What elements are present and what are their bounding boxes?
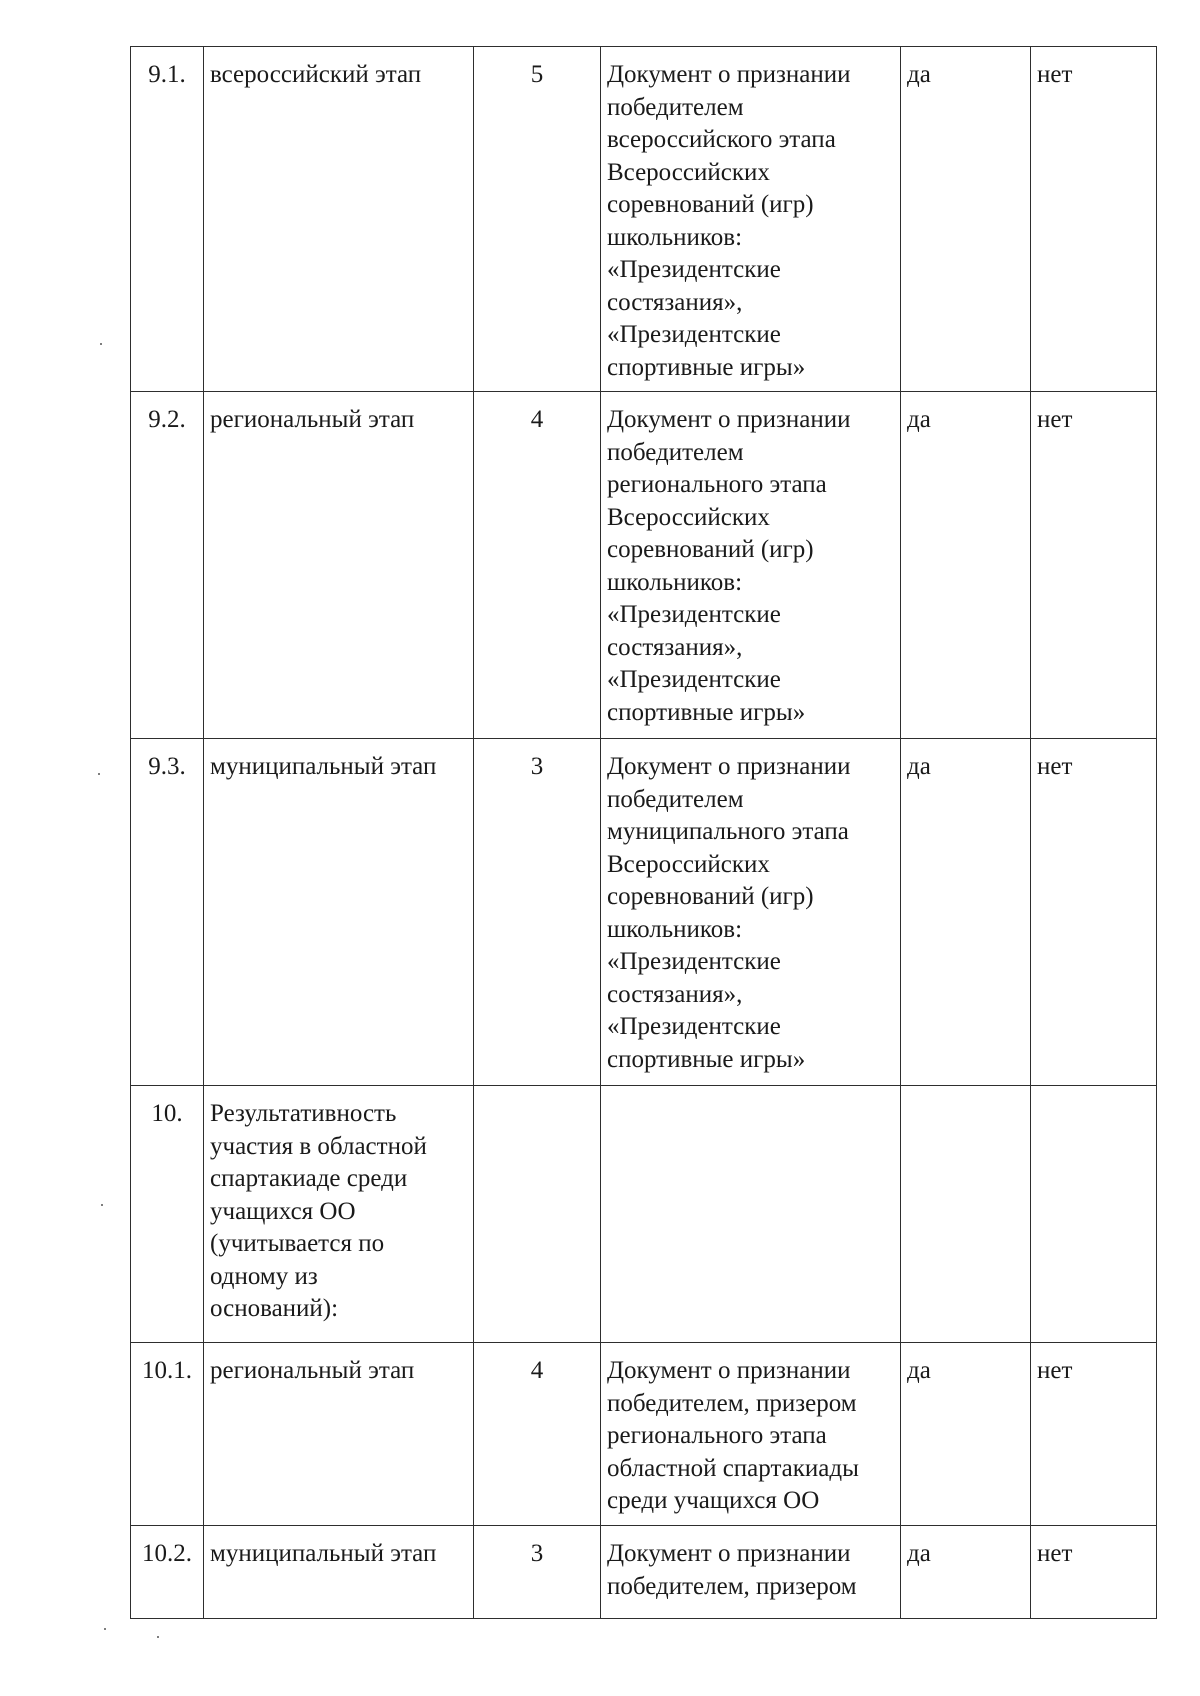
scan-speck — [101, 1204, 103, 1206]
yes-option: да — [901, 1343, 1031, 1526]
criterion-name: региональный этап — [204, 392, 474, 739]
document-line: Документ о признании — [607, 753, 851, 780]
document-line: победителем — [607, 438, 744, 466]
document-line: «Президентские — [607, 256, 781, 283]
points-value: 4 — [474, 392, 601, 739]
criterion-name: региональный этап — [204, 1343, 474, 1526]
document-line: победителем — [607, 785, 744, 813]
criterion-line: спартакиаде среди — [210, 1165, 408, 1192]
criterion-name — [204, 1086, 474, 1343]
document-line: Документ о признании — [607, 1540, 851, 1567]
points-value: 3 — [474, 1526, 601, 1619]
criterion-line: участия в областной — [210, 1132, 427, 1160]
criterion-name: всероссийский этап — [204, 47, 474, 392]
no-option: нет — [1031, 392, 1157, 739]
document-line: победителем, призером — [607, 1572, 857, 1600]
document-line: соревнований (игр) — [607, 883, 814, 910]
document-line: школьников: — [607, 915, 743, 943]
no-option: нет — [1031, 1343, 1157, 1526]
criterion-name: муниципальный этап — [204, 739, 474, 1086]
confirming-document — [601, 739, 901, 1086]
no-option — [1031, 1086, 1157, 1343]
table-row — [131, 47, 1157, 392]
document-line: состязания», — [607, 288, 743, 316]
scan-speck — [104, 1628, 106, 1630]
points-value: 3 — [474, 739, 601, 1086]
confirming-document — [601, 47, 901, 392]
scan-speck — [100, 343, 102, 345]
table-row — [131, 1343, 1157, 1526]
no-option: нет — [1031, 1526, 1157, 1619]
confirming-document — [601, 392, 901, 739]
row-number: 9.2. — [131, 392, 204, 739]
yes-option: да — [901, 47, 1031, 392]
document-line: спортивные игры» — [607, 353, 806, 381]
criterion-line: (учитывается по — [210, 1230, 385, 1257]
document-line: Всероссийских — [607, 503, 770, 531]
document-line: областной спартакиады — [607, 1454, 859, 1482]
confirming-document — [601, 1526, 901, 1619]
criterion-name: муниципальный этап — [204, 1526, 474, 1619]
criterion-line: Результативность — [210, 1100, 397, 1127]
document-line: спортивные игры» — [607, 1045, 806, 1073]
confirming-document — [601, 1343, 901, 1526]
document-line: Всероссийских — [607, 850, 770, 878]
yes-option — [901, 1086, 1031, 1343]
document-line: Документ о признании — [607, 61, 851, 88]
document-line: «Президентские — [607, 948, 781, 975]
document-line: состязания», — [607, 633, 743, 661]
document-line: регионального этапа — [607, 1422, 827, 1449]
document-line: всероссийского этапа — [607, 126, 836, 153]
table-row — [131, 1526, 1157, 1619]
document-line: среди учащихся ОО — [607, 1487, 820, 1514]
document-line: школьников: — [607, 223, 743, 251]
table-row — [131, 1086, 1157, 1343]
document-line: Всероссийских — [607, 158, 770, 186]
document-line: школьников: — [607, 568, 743, 596]
document-line: спортивные игры» — [607, 698, 806, 726]
yes-option: да — [901, 739, 1031, 1086]
document-line: Документ о признании — [607, 1357, 851, 1384]
document-line: «Президентские — [607, 601, 781, 628]
no-option: нет — [1031, 47, 1157, 392]
yes-option: да — [901, 1526, 1031, 1619]
document-line: «Президентские — [607, 1013, 781, 1040]
criterion-line: одному из — [210, 1262, 318, 1290]
row-number: 10. — [131, 1086, 204, 1343]
document-line: муниципального этапа — [607, 818, 849, 845]
document-line: Документ о признании — [607, 406, 851, 433]
scan-speck — [157, 1636, 159, 1638]
points-value: 5 — [474, 47, 601, 392]
row-number: 9.1. — [131, 47, 204, 392]
criterion-line: учащихся ОО — [210, 1197, 356, 1225]
document-line: состязания», — [607, 980, 743, 1008]
document-line: регионального этапа — [607, 471, 827, 498]
document-line: соревнований (игр) — [607, 536, 814, 563]
no-option: нет — [1031, 739, 1157, 1086]
row-number: 10.2. — [131, 1526, 204, 1619]
table-row — [131, 392, 1157, 739]
criterion-line: оснований): — [210, 1295, 339, 1322]
document-line: победителем — [607, 93, 744, 121]
document-line: соревнований (игр) — [607, 191, 814, 218]
scan-speck — [98, 773, 100, 775]
points-value — [474, 1086, 601, 1343]
table-row — [131, 739, 1157, 1086]
criteria-table — [130, 46, 1157, 1619]
document-line: «Президентские — [607, 666, 781, 693]
points-value: 4 — [474, 1343, 601, 1526]
row-number: 9.3. — [131, 739, 204, 1086]
yes-option: да — [901, 392, 1031, 739]
row-number: 10.1. — [131, 1343, 204, 1526]
document-line: победителем, призером — [607, 1389, 857, 1417]
confirming-document — [601, 1086, 901, 1343]
document-line: «Президентские — [607, 321, 781, 348]
